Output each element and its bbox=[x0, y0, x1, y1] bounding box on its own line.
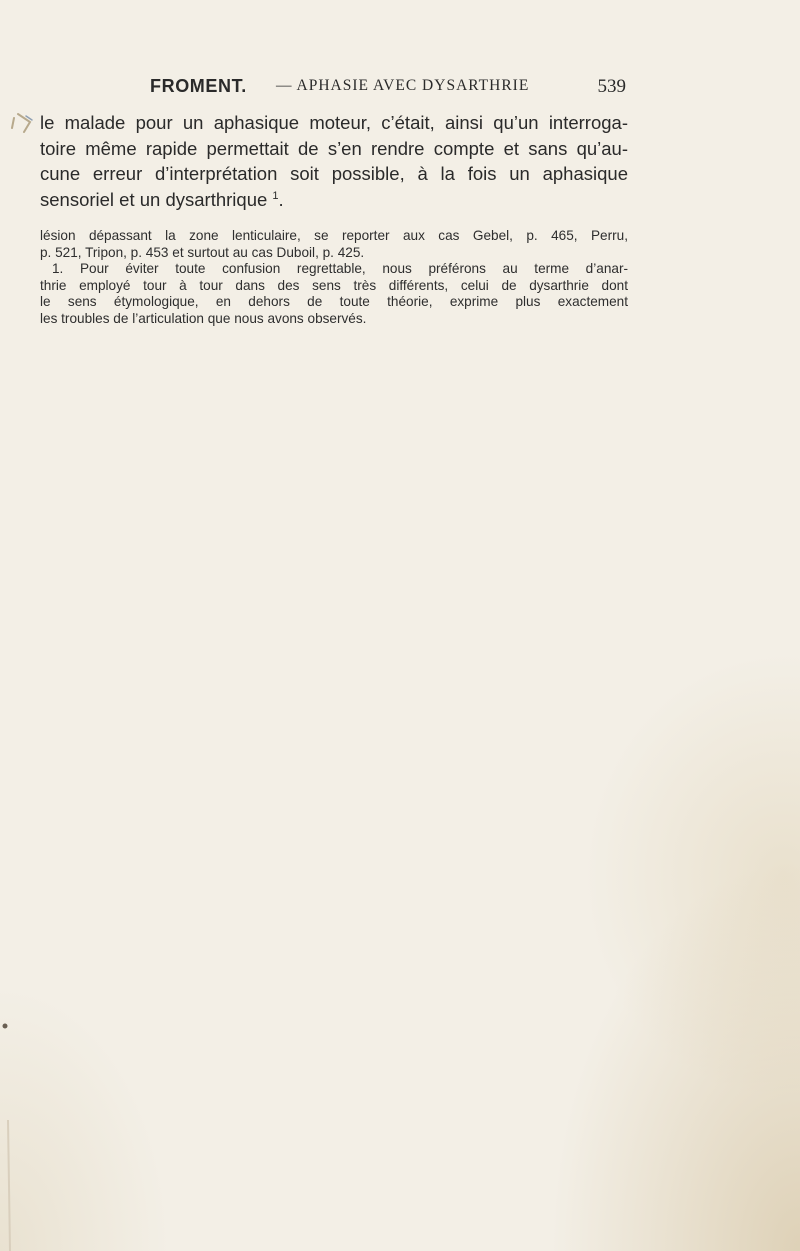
body-end-punct: . bbox=[278, 188, 284, 210]
running-header bbox=[150, 76, 626, 102]
footnote-1-line: les troubles de l’articulation que nous avons observés. bbox=[40, 310, 367, 326]
margin-ink-mark bbox=[6, 106, 40, 140]
paper-crease bbox=[0, 1120, 30, 1251]
body-line: cune erreur d’interprétation soit possible, à la fois un aphasique bbox=[40, 163, 628, 184]
footnote-1-line: 1. Pour éviter toute confusion regrettable, nous préférons au terme d’anar- bbox=[52, 261, 628, 276]
paper-speck bbox=[0, 1020, 12, 1032]
body-line-text: sensoriel et un dysarthrique bbox=[40, 188, 268, 210]
footnote-1-line: thrie employé tour à tour dans des sens très différents, celui de dysarthrie dont bbox=[40, 277, 628, 293]
body-line: toire même rapide permettait de s’en rendre compte et sans qu’au- bbox=[40, 137, 628, 159]
footnote-1-line: le sens étymologique, en dehors de toute théorie, exprime plus exactement bbox=[40, 294, 628, 309]
page-number: 539 bbox=[597, 76, 626, 97]
body-paragraph bbox=[40, 110, 628, 212]
header-title: — APHASIE AVEC DYSARTHRIE bbox=[276, 77, 530, 94]
footnote-reference[interactable]: 1 bbox=[272, 189, 279, 202]
body-line: le malade pour un aphasique moteur, c’était, ainsi qu’un interroga- bbox=[40, 112, 628, 133]
body-line-last bbox=[40, 187, 628, 213]
header-author: FROMENT. bbox=[150, 76, 247, 96]
footnote-continuation-line: p. 521, Tripon, p. 453 et surtout au cas Duboil, p. 425. bbox=[40, 244, 365, 260]
footnote-continuation-line: lésion dépassant la zone lenticulaire, se reporter aux cas Gebel, p. 465, Perru, bbox=[40, 228, 628, 243]
footnotes bbox=[40, 228, 628, 327]
